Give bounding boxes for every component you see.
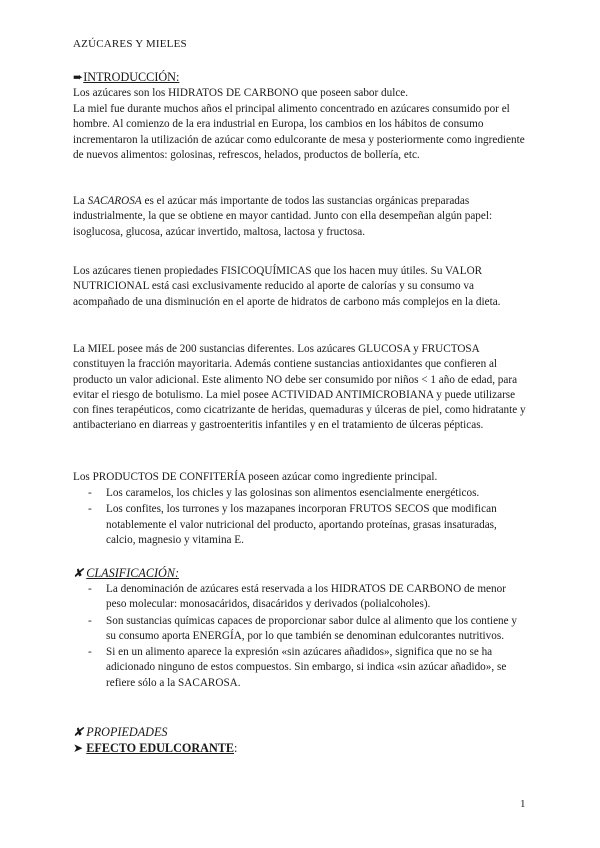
list-item: - Los confites, los turrones y los mazapanes incorporan FRUTOS SECOS que modifican notablemente el valor nutricional del producto, aportando proteínas, grasas insaturadas, calcio, magnesio y vitamina E. <box>88 502 528 548</box>
intro-paragraph-3: La SACAROSA es el azúcar más importante de todos las sustancias orgánicas preparadas industrialmente, la que se obtiene en mayor cantidad. Junto con ella desempeñan algún papel: isoglucosa, glucosa, azúcar invertido, maltosa, lactosa y fructosa. <box>73 195 493 238</box>
clasificacion-title: CLASIFICACIÓN: <box>86 566 180 580</box>
arrowhead-right-icon: ➤ <box>73 741 84 755</box>
intro-title: INTRODUCCIÓN: <box>83 70 180 84</box>
intro-paragraph-1: Los azúcares son los HIDRATOS DE CARBONO que poseen sabor dulce. <box>73 87 409 99</box>
propiedades-title: PROPIEDADES <box>86 725 168 739</box>
sacarosa-term: SACAROSA <box>87 195 142 207</box>
intro-paragraph-4: Los azúcares tienen propiedades FISICOQUÍMICAS que los hacen muy útiles. Su VALOR NUTRICIONAL está casi exclusivamente reducido al aporte de calorías y su consumo va acompañado de una disminución en el aporte de hidratos de carbono más complejos en la dieta. <box>73 265 501 308</box>
cross-icon: ✘ <box>73 566 84 580</box>
propiedades-heading <box>73 725 168 740</box>
list-item: - Si en un alimento aparece la expresión «sin azúcares añadidos», significa que no se ha adicionado ninguno de estos compuestos. Sin embargo, si indica «sin azúcar añadido», se refiere sólo a la SACAROSA. <box>88 645 528 691</box>
intro-paragraph-2: La miel fue durante muchos años el principal alimento concentrado en azúcares consumido por el hombre. Al comienzo de la era industrial en Europa, los cambios en los hábitos de consumo incrementaron la utilización de azúcar como edulcorante de mesa y posteriormente como ingrediente de nuevos alimentos: golosinas, refrescos, helados, productos de bollería, etc. <box>73 103 525 161</box>
arrow-right-icon: ➨ <box>73 70 84 84</box>
intro-paragraph-5: La MIEL posee más de 200 sustancias diferentes. Los azúcares GLUCOSA y FRUCTOSA constituyen la fracción mayoritaria. Además contiene sustancias antioxidantes que confieren al producto un valor adicional. Este alimento NO debe ser consumido por niños < 1 año de edad, para evitar el riesgo de botulismo. La miel posee ACTIVIDAD ANTIMICROBIANA y puede utilizarse con fines terapéuticos, como cicatrizante de heridas, quemaduras y úlceras de piel, como hidratante y antibacteriano en diarreas y gastroenteritis infantiles y en el tratamiento de úlceras pépticas. <box>73 343 526 432</box>
page-number: 1 <box>520 798 526 810</box>
intro-paragraph-6: Los PRODUCTOS DE CONFITERÍA poseen azúcar como ingrediente principal. <box>73 471 438 483</box>
efecto-edulcorante-heading: ➤ EFECTO EDULCORANTE: <box>73 741 238 755</box>
intro-heading <box>73 70 179 85</box>
clasificacion-heading <box>73 566 179 581</box>
clasificacion-bullet-list <box>88 582 528 692</box>
list-item: - Son sustancias químicas capaces de proporcionar sabor dulce al alimento que los contiene y su consumo aporta ENERGÍA, por lo que también se denominan edulcorantes nutritivos. <box>88 614 528 645</box>
cross-icon: ✘ <box>73 725 84 739</box>
list-item: - La denominación de azúcares está reservada a los HIDRATOS DE CARBONO de menor peso molecular: monosacáridos, disacáridos y derivados (polialcoholes). <box>88 582 528 613</box>
intro-bullet-list <box>88 486 528 549</box>
page-header: AZÚCARES Y MIELES <box>73 38 187 50</box>
list-item: - Los caramelos, los chicles y las golosinas son alimentos esencialmente energéticos. <box>88 486 528 501</box>
efecto-edulcorante-title: EFECTO EDULCORANTE <box>86 741 235 755</box>
